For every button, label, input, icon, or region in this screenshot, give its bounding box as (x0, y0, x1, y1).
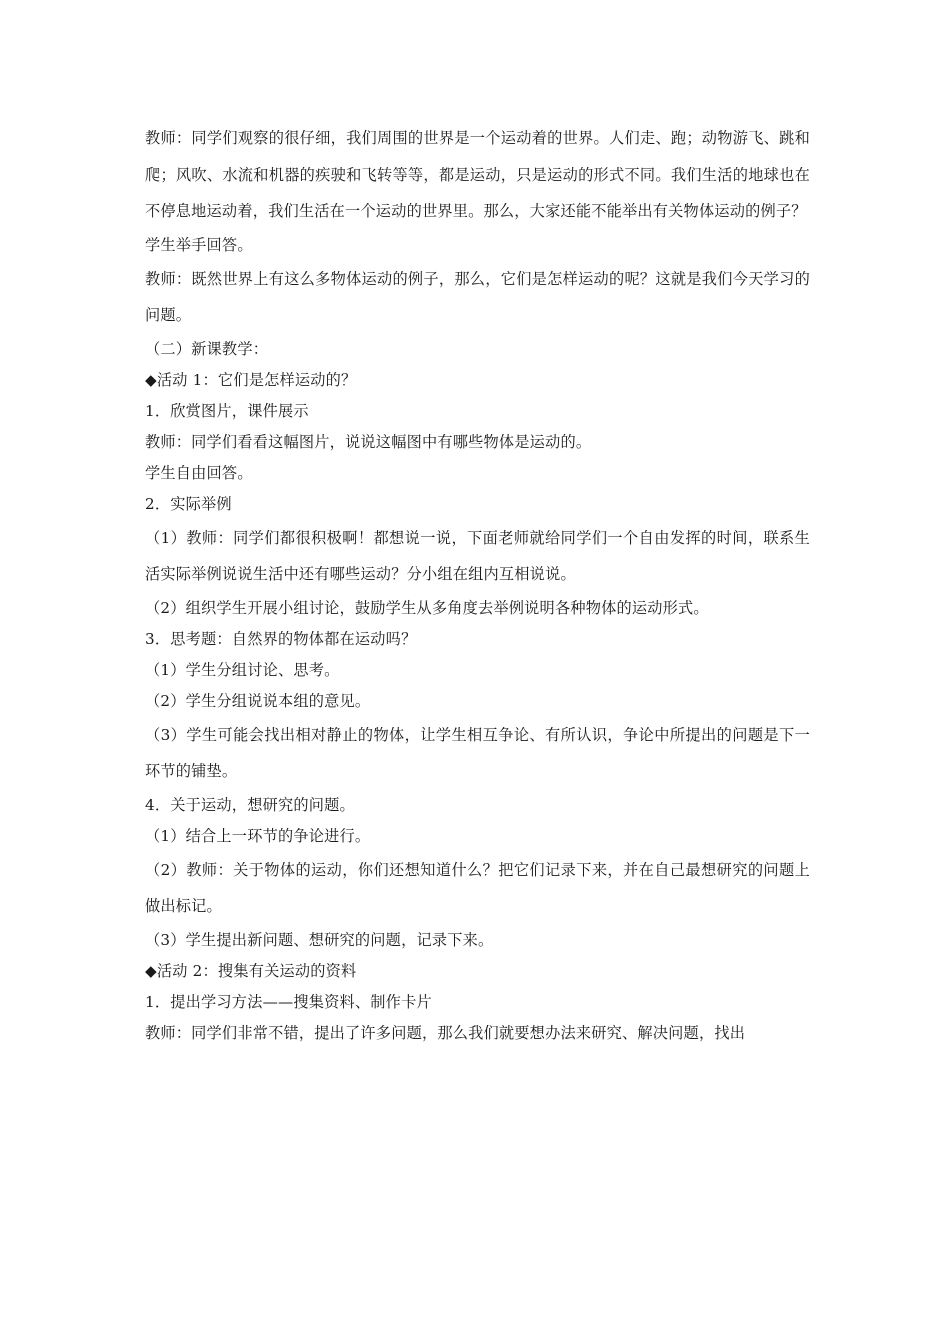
sub-item-2-2: （2）组织学生开展小组讨论，鼓励学生从多角度去举例说明各种物体的运动形式。 (145, 598, 709, 617)
paragraph-teacher-look-picture: 教师：同学们看看这幅图片，说说这幅图中有哪些物体是运动的。 (145, 432, 592, 451)
paragraph-teacher-intro: 教师：同学们观察的很仔细，我们周围的世界是一个运动着的世界。人们走、跑；动物游飞、跳和爬；风吹、水流和机器的疾驶和飞转等等，都是运动，只是运动的形式不同。我们生活的地球也在不停息地运动着，我们生活在一个运动的世界里。那么，大家还能不能举出有关物体运动的例子？ (145, 129, 810, 220)
paragraph-student-raise-hands: 学生举手回答。 (145, 235, 253, 254)
activity-1-heading: ◆活动 1：它们是怎样运动的？ (145, 370, 357, 389)
sub-item-2-1: （1）教师：同学们都很积极啊！都想说一说，下面老师就给同学们一个自由发挥的时间，联系生活实际举例说说生活中还有哪些运动？分小组在组内互相说说。 (145, 528, 810, 583)
item-1-learning-method: 1．提出学习方法——搜集资料、制作卡片 (145, 992, 432, 1011)
item-1-appreciate-pictures: 1．欣赏图片，课件展示 (145, 401, 309, 420)
sub-item-3-2: （2）学生分组说说本组的意见。 (145, 691, 371, 710)
item-2-examples: 2．实际举例 (145, 494, 232, 513)
item-4-research-questions: 4．关于运动，想研究的问题。 (145, 795, 355, 814)
paragraph-teacher-question: 教师：既然世界上有这么多物体运动的例子，那么，它们是怎样运动的呢？这就是我们今天学习的问题。 (145, 269, 810, 324)
sub-item-4-2: （2）教师：关于物体的运动，你们还想知道什么？把它们记录下来，并在自己最想研究的问题上做出标记。 (145, 860, 810, 915)
sub-item-4-3: （3）学生提出新问题、想研究的问题，记录下来。 (145, 930, 494, 949)
activity-2-heading: ◆活动 2：搜集有关运动的资料 (145, 961, 357, 980)
sub-item-3-1: （1）学生分组讨论、思考。 (145, 660, 340, 679)
paragraph-teacher-praise: 教师：同学们非常不错，提出了许多问题，那么我们就要想办法来研究、解决问题，找出 (145, 1023, 746, 1042)
document-page (145, 120, 810, 1049)
paragraph-student-free-answer: 学生自由回答。 (145, 463, 253, 482)
item-3-thinking-question: 3．思考题：自然界的物体都在运动吗？ (145, 629, 417, 648)
section-heading-new-lesson: （二）新课教学： (145, 339, 269, 358)
sub-item-3-3: （3）学生可能会找出相对静止的物体，让学生相互争论、有所认识，争论中所提出的问题是下一环节的铺垫。 (145, 725, 810, 780)
sub-item-4-1: （1）结合上一环节的争论进行。 (145, 826, 371, 845)
